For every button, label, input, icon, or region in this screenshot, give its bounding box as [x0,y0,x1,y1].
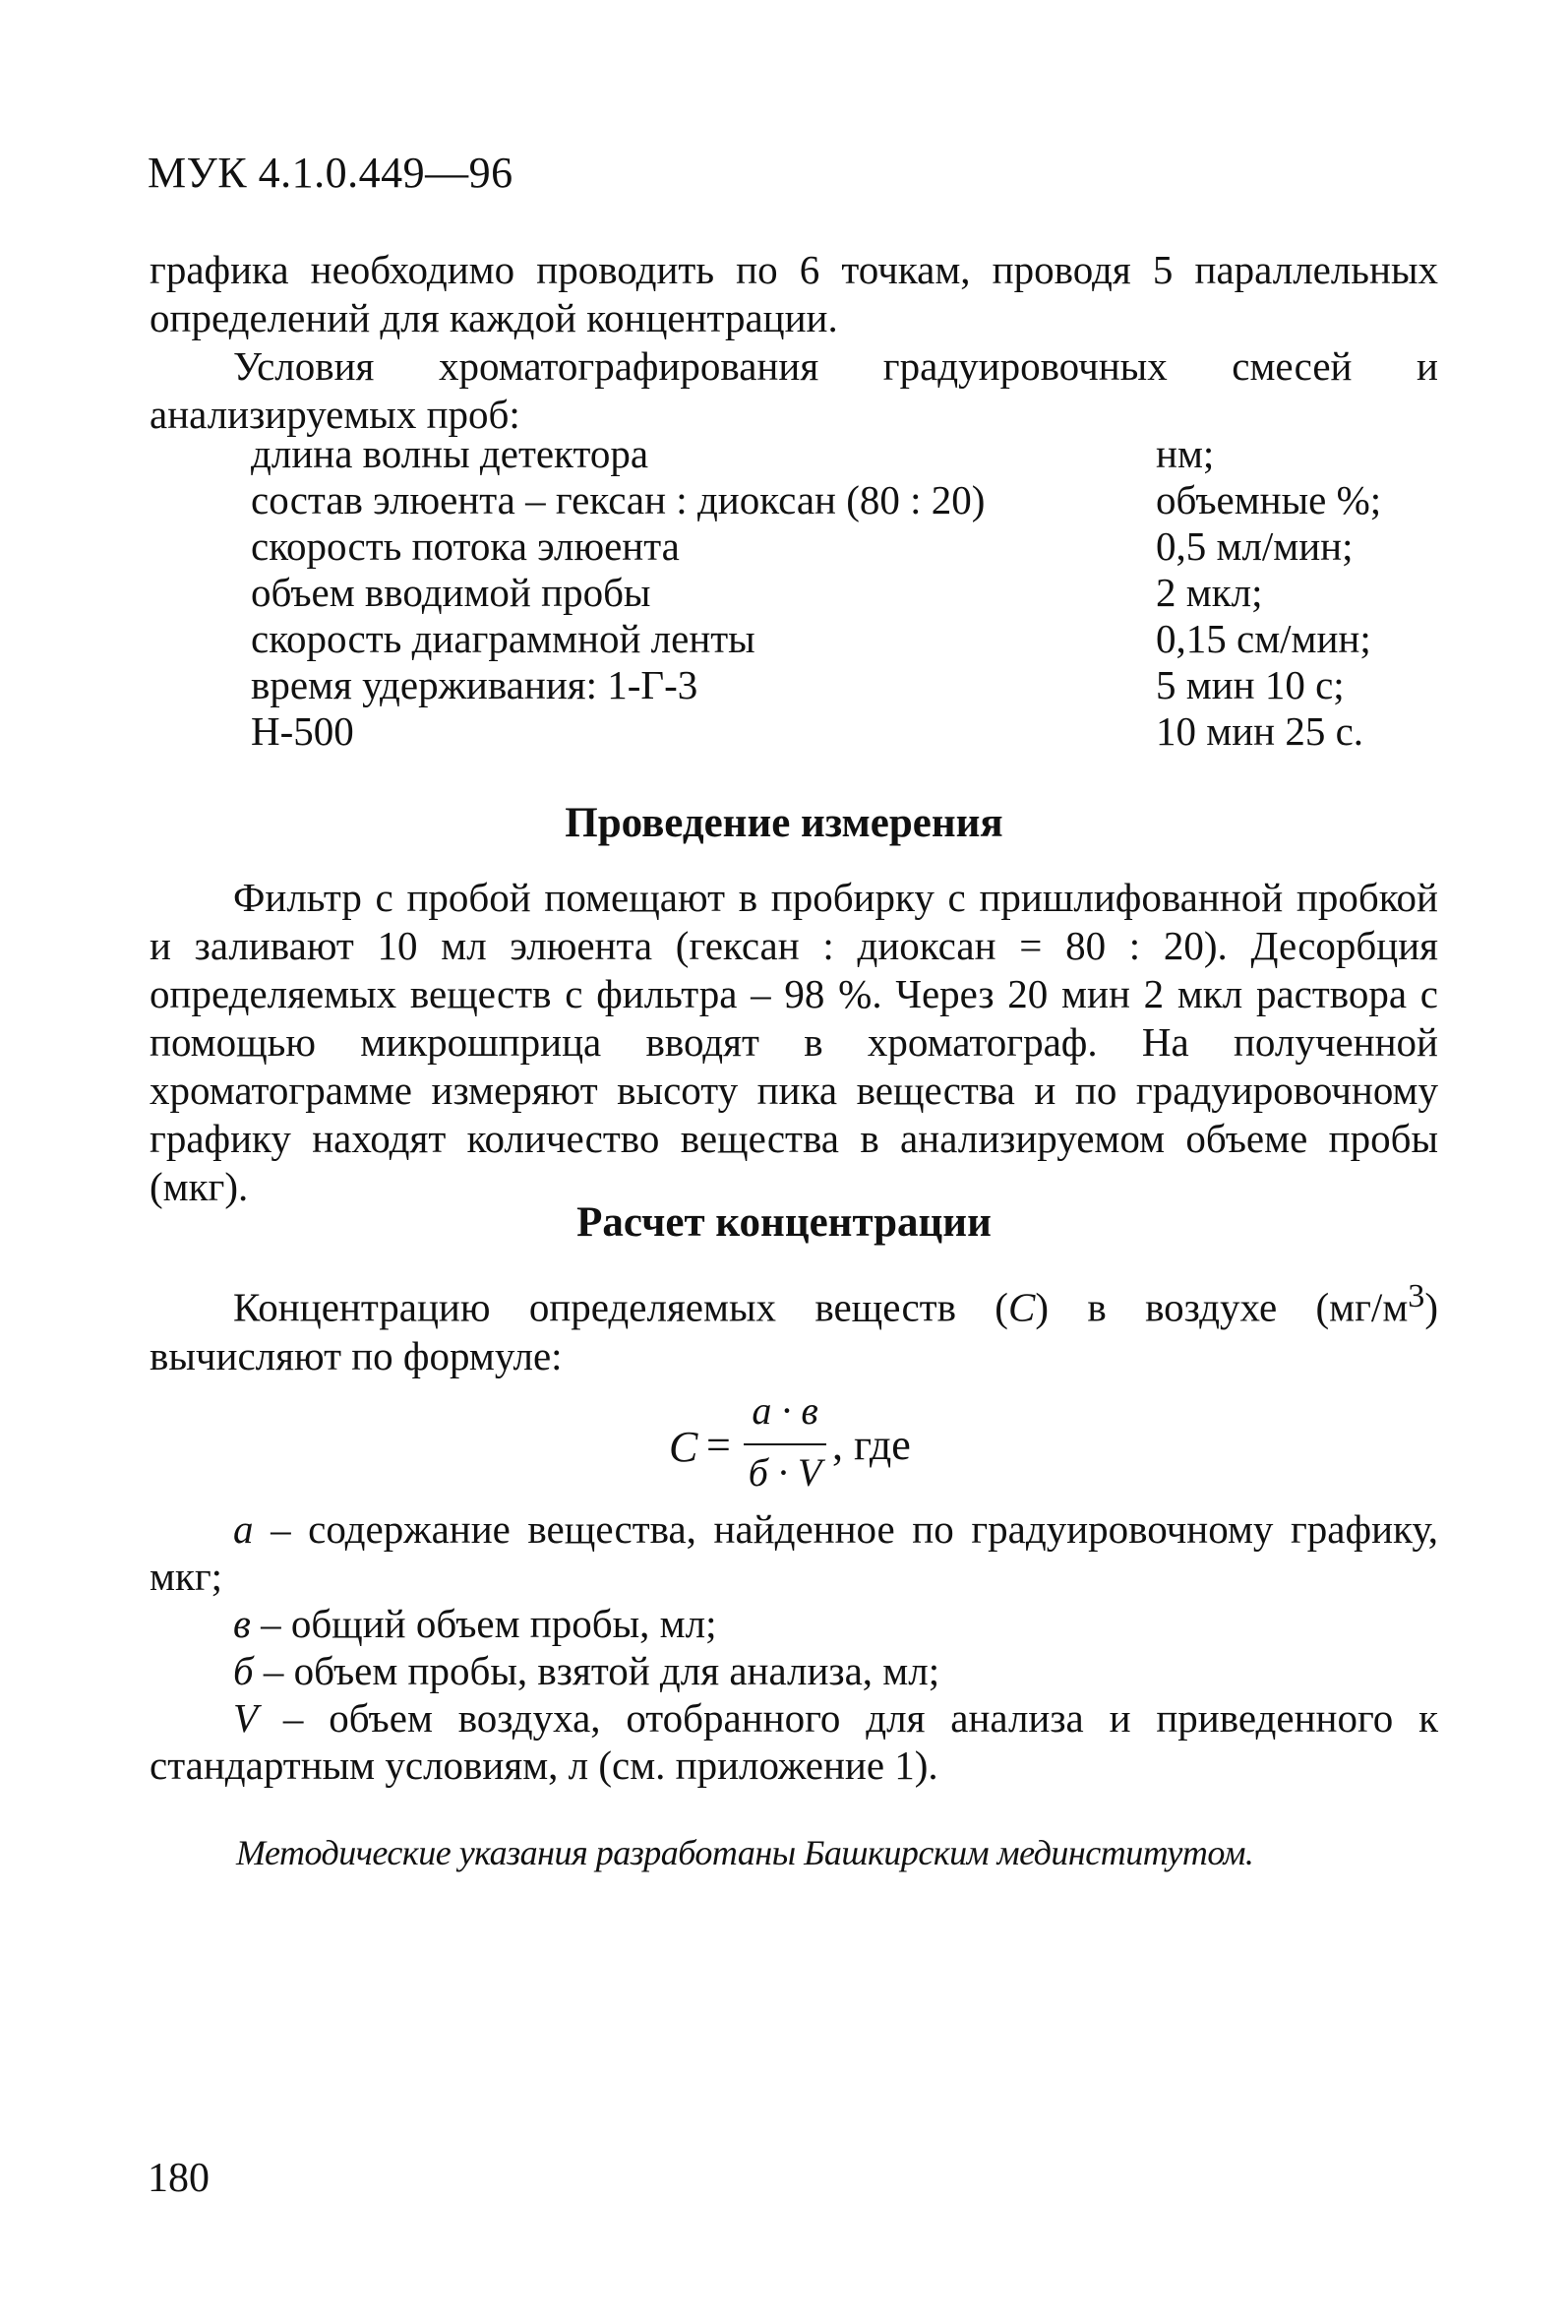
formula-lhs: С [669,1423,698,1471]
definition-symbol: V [233,1695,259,1741]
condition-value: нм; [1156,431,1215,476]
condition-row [251,570,1451,616]
formula-tail: , где [832,1421,911,1469]
definition-item [150,1647,1438,1694]
definition-item [150,1694,1438,1789]
definition-item [150,1600,1438,1647]
condition-row [251,431,1451,477]
formula-fraction-bar [744,1443,826,1445]
definition-symbol: в [233,1601,251,1646]
condition-value: объемные %; [1156,477,1382,522]
authorship-note: Методические указания разработаны Башкирским мединститутом. [236,1833,1254,1872]
condition-row [251,523,1451,570]
condition-value: 5 мин 10 с; [1156,662,1345,707]
section-heading-measurement: Проведение измерения [565,800,1003,846]
condition-row [251,708,1451,755]
conditions-table [251,431,1451,755]
paragraph-calibration-points: графика необходимо проводить по 6 точкам, проводя 5 параллельных определений для каждой концентрации. [150,247,1438,340]
calc-text-before: Концентрацию определяемых веществ ( [233,1284,1008,1330]
formula-numerator: а · в [752,1388,818,1433]
calc-symbol-c: С [1007,1284,1036,1330]
definition-text: – объем воздуха, отобранного для анализа и приведенного к стандартным условиям, л (см. приложение 1). [150,1695,1438,1788]
condition-name: длина волны детектора [251,431,649,476]
condition-name: скорость диаграммной ленты [251,616,755,661]
section-heading-calculation: Расчет концентрации [576,1199,992,1246]
condition-name: скорость потока элюента [251,523,680,569]
concentration-formula [669,1388,984,1500]
condition-name: время удерживания: 1-Г-3 [251,662,698,707]
definition-text: – объем пробы, взятой для анализа, мл; [253,1648,940,1693]
condition-name: объем вводимой пробы [251,570,651,615]
formula-denominator: б · V [748,1450,822,1495]
paragraph-chromatography-conditions: Условия хроматографирования градуировочных смесей и анализируемых проб: [150,343,1438,437]
definition-symbol: а [233,1506,254,1552]
page-number: 180 [148,2156,210,2201]
calc-superscript: 3 [1408,1278,1425,1315]
condition-row [251,477,1451,523]
condition-value: 0,5 мл/мин; [1156,523,1354,569]
definition-symbol: б [233,1648,254,1693]
condition-name: Н-500 [251,708,354,754]
calc-text-middle: ) в воздухе (мг/м [1035,1284,1409,1330]
formula-definitions [150,1505,1438,1789]
paragraph-measurement: Фильтр с пробой помещают в пробирку с пришлифованной пробкой и заливают 10 мл элюента (гексан : диоксан = 80 : 20). Десорбция определяемых веществ с фильтра – 98 %. Через 20 мин 2 мкл раствора с помощью микрошприца вводят в хроматограф. На полученной хроматограмме измеряют высоту пика вещества и по градуировочному графику находят количество вещества в анализируемом объеме пробы (мкг). [150,875,1438,1209]
paragraph-calculation [150,1272,1438,1380]
definition-text: – содержание вещества, найденное по градуировочному графику, мкг; [150,1506,1438,1599]
definition-item [150,1505,1438,1600]
definition-text: – общий объем пробы, мл; [250,1601,717,1646]
condition-value: 2 мкл; [1156,570,1263,615]
condition-name: состав элюента – гексан : диоксан (80 : 20) [251,477,986,522]
calc-text-after: ) вычисляют по формуле: [150,1284,1438,1378]
condition-row [251,616,1451,662]
condition-row [251,662,1451,708]
condition-value: 0,15 см/мин; [1156,616,1371,661]
document-code: МУК 4.1.0.449—96 [148,149,513,197]
formula-equals: = [706,1421,731,1469]
condition-value: 10 мин 25 с. [1156,708,1364,754]
